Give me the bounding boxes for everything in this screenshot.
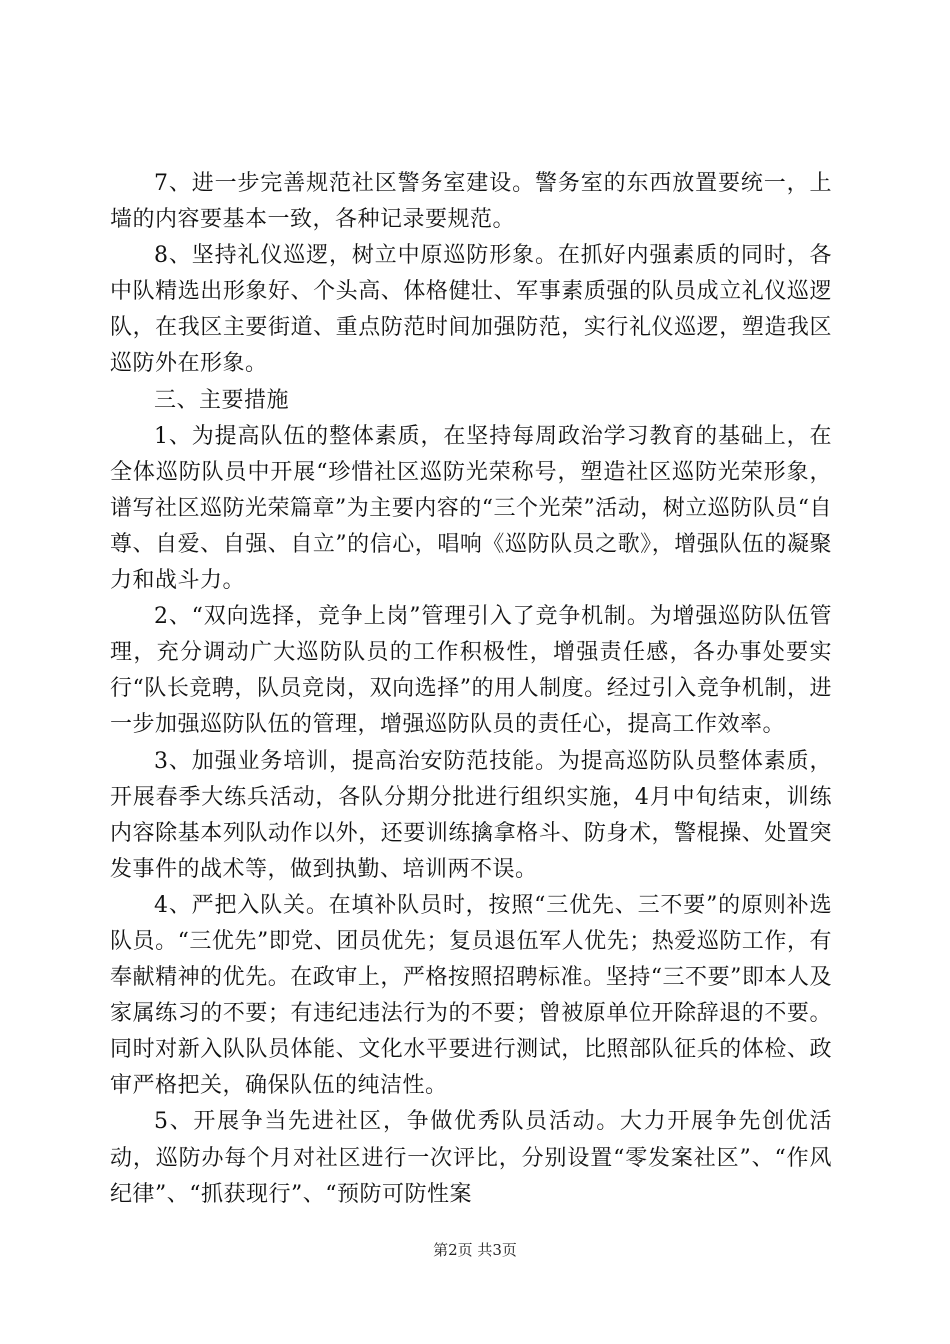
paragraph-measure-1: 1、为提高队伍的整体素质，在坚持每周政治学习教育的基础上，在全体巡防队员中开展“珍惜社区巡防光荣称号，塑造社区巡防光荣形象，谱写社区巡防光荣篇章”为主要内容的“三个光荣”活动，树立巡防队员“自尊、自爱、自强、自立”的信心，唱响《巡防队员之歌》，增强队伍的凝聚力和战斗力。 [110,423,832,594]
page-number-footer: 第2页 共3页 [433,1241,517,1259]
paragraph-measure-4: 4、严把入队关。在填补队员时，按照“三优先、三不要”的原则补选队员。“三优先”即党、团员优先；复员退伍军人优先；热爱巡防工作，有奉献精神的优先。在政审上，严格按照招聘标准。坚持“三不要”即本人及家属练习的不要；有违纪违法行为的不要；曾被原单位开除辞退的不要。同时对新入队队员体能、文化水平要进行测试，比照部队征兵的体检、政审严格把关，确保队伍的纯洁性。 [110,892,832,1099]
section-heading-main-measures: 三、主要措施 [154,387,290,413]
paragraph-item-7: 7、进一步完善规范社区警务室建设。警务室的东西放置要统一，上墙的内容要基本一致，各种记录要规范。 [110,171,832,233]
paragraph-measure-3: 3、加强业务培训，提高治安防范技能。为提高巡防队员整体素质，开展春季大练兵活动，各队分期分批进行组织实施，4月中旬结束，训练内容除基本列队动作以外，还要训练擒拿格斗、防身术，警棍操、处置突发事件的战术等，做到执勤、培训两不误。 [110,748,832,882]
document-body [110,166,832,1213]
paragraph-measure-2: 2、“双向选择，竞争上岗”管理引入了竞争机制。为增强巡防队伍管理，充分调动广大巡防队员的工作积极性，增强责任感，各办事处要实行“队长竞聘，队员竞岗，双向选择”的用人制度。经过引入竞争机制，进一步加强巡防队伍的管理，增强巡防队员的责任心，提高工作效率。 [110,604,832,738]
paragraph-measure-5: 5、开展争当先进社区，争做优秀队员活动。大力开展争先创优活动，巡防办每个月对社区进行一次评比，分别设置“零发案社区”、“作风纪律”、“抓获现行”、“预防可防性案 [110,1109,832,1207]
paragraph-item-8: 8、坚持礼仪巡逻，树立中原巡防形象。在抓好内强素质的同时，各中队精选出形象好、个头高、体格健壮、军事素质强的队员成立礼仪巡逻队，在我区主要街道、重点防范时间加强防范，实行礼仪巡逻，塑造我区巡防外在形象。 [110,243,832,377]
